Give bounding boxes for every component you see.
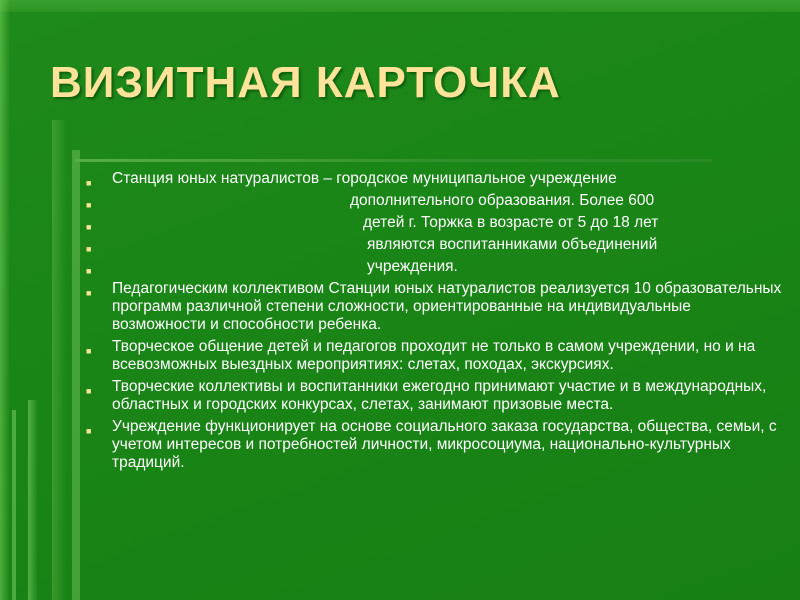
- list-item-text: Творческие коллективы и воспитанники ежегодно принимают участие и в международных, областных и городских конкурсах, слетах, занимают призовые места.: [112, 378, 767, 413]
- list-item-text: являются воспитанниками объединений: [367, 236, 658, 253]
- decorative-stripe: [12, 410, 16, 600]
- bullet-list: [86, 170, 786, 476]
- list-item-text: учреждения.: [367, 258, 458, 275]
- list-item-text: детей г. Торжка в возрасте от 5 до 18 лет: [363, 214, 659, 231]
- list-item: [86, 378, 786, 414]
- list-item-text: дополнительного образования. Более 600: [350, 192, 655, 209]
- list-item: [86, 214, 786, 232]
- square-bullet-icon: ■: [86, 346, 92, 356]
- square-bullet-icon: ■: [86, 386, 92, 396]
- square-bullet-icon: ■: [86, 222, 92, 232]
- square-bullet-icon: ■: [86, 288, 92, 298]
- slide-title: ВИЗИТНАЯ КАРТОЧКА: [50, 58, 561, 107]
- decorative-stripe: [28, 400, 38, 600]
- square-bullet-icon: ■: [86, 244, 92, 254]
- list-item-text: Станция юных натуралистов – городское муниципальное учреждение: [112, 170, 617, 187]
- list-item: [86, 418, 786, 472]
- list-item: [86, 258, 786, 276]
- decorative-stripe: [0, 0, 10, 600]
- square-bullet-icon: ■: [86, 266, 92, 276]
- square-bullet-icon: ■: [86, 426, 92, 436]
- square-bullet-icon: ■: [86, 200, 92, 210]
- decorative-stripe: [52, 120, 66, 600]
- list-item: [86, 236, 786, 254]
- list-item-text: Педагогическим коллективом Станции юных натуралистов реализуется 10 образовательных программ различной степени сложности, ориентированные на индивидуальные возможности и способности ребенка.: [112, 280, 782, 333]
- decorative-top-stripe: [0, 0, 800, 12]
- title-divider: [75, 159, 712, 162]
- square-bullet-icon: ■: [86, 178, 92, 188]
- list-item-text: Творческое общение детей и педагогов проходит не только в самом учреждении, но и на всевозможных выездных мероприятиях: слетах, походах, экскурсиях.: [112, 338, 756, 373]
- list-item: [86, 280, 786, 334]
- list-item: [86, 192, 786, 210]
- list-item: [86, 170, 786, 188]
- list-item: [86, 338, 786, 374]
- decorative-stripe: [72, 150, 80, 600]
- list-item-text: Учреждение функционирует на основе социального заказа государства, общества, семьи, с учетом интересов и потребностей личности, микросоциума, национально-культурных традиций.: [112, 418, 777, 471]
